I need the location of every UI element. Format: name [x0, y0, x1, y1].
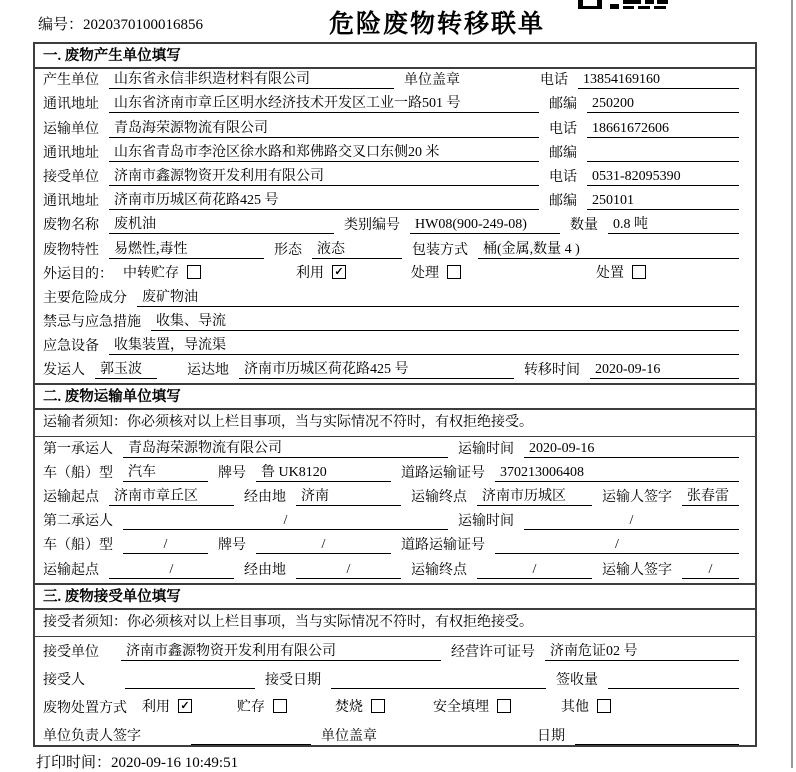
form-row [35, 214, 755, 238]
producer-address-value: 山东省济南市章丘区明水经济技术开发区工业一路501 号 [109, 92, 539, 113]
checkbox-empty-icon [447, 265, 461, 279]
purpose-treat-checkbox [411, 262, 461, 282]
second-vehicle-type-value: / [123, 537, 208, 554]
field-label: 电话 [540, 73, 568, 89]
first-carrier-value: 青岛海荣源物流有限公司 [123, 437, 448, 458]
checkbox-empty-icon [273, 699, 287, 713]
contraindications-value: 收集、导流 [151, 310, 739, 331]
disposal-landfill-checkbox [433, 696, 511, 716]
second-transport-via-value: / [296, 562, 401, 579]
form-row [35, 534, 755, 558]
form-row [35, 311, 755, 335]
field-label: 牌号 [218, 538, 246, 554]
section1-rows [35, 69, 755, 383]
plate-number-value: 鲁 UK8120 [256, 461, 391, 482]
purpose-utilize-checkbox [296, 262, 346, 282]
emergency-equipment-value: 收集装置，导流渠 [109, 334, 739, 355]
transporter-phone-value: 18661672606 [587, 121, 739, 138]
field-label: 日期 [537, 728, 565, 744]
form-row [35, 665, 755, 693]
print-time-label: 打印时间： [36, 755, 112, 771]
form-row [35, 437, 755, 461]
transport-origin-value: 济南市章丘区 [109, 485, 234, 506]
field-label: 外运目的： [43, 266, 113, 282]
field-label: 道路运输证号 [401, 465, 485, 481]
second-carrier-signature-value: / [682, 562, 739, 579]
form-row [35, 486, 755, 510]
checkbox-label: 利用 [296, 265, 324, 281]
second-carrier-value: / [123, 513, 448, 530]
purpose-dispose-checkbox [596, 262, 646, 282]
unit-stamp-label: 单位盖章 [404, 73, 460, 89]
checkbox-label: 焚烧 [335, 699, 363, 715]
form-row [35, 721, 755, 747]
form-row [35, 117, 755, 141]
field-label: 经由地 [244, 562, 286, 578]
document-number-label: 编号： [38, 17, 84, 33]
form-row [35, 637, 755, 665]
section1-title: 一. 废物产生单位填写 [35, 44, 755, 69]
accept-date-value [331, 672, 546, 689]
form-row [35, 359, 755, 383]
form-row [35, 287, 755, 311]
field-label: 接受人 [43, 672, 85, 688]
checkbox-label: 安全填埋 [433, 699, 489, 715]
field-label: 废物特性 [43, 242, 99, 258]
receiver-name-value: 济南市鑫源物资开发利用有限公司 [109, 165, 539, 186]
transport-destination-value: 济南市历城区 [477, 485, 592, 506]
document-number-value: 2020370100016856 [83, 17, 204, 33]
first-transport-date-value: 2020-09-16 [524, 441, 739, 458]
second-transport-date-value: / [524, 513, 739, 530]
field-label: 发运人 [43, 363, 85, 379]
print-time [36, 751, 238, 772]
checkbox-empty-icon [497, 699, 511, 713]
field-label: 运输人签字 [602, 490, 672, 505]
field-label: 主要危险成分 [43, 290, 127, 306]
carrier-signature-value: 张春雷 [682, 485, 739, 506]
page-title: 危险废物转移联单 [328, 11, 546, 38]
acceptor-value [125, 672, 255, 689]
accepting-unit-value: 济南市鑫源物资开发利用有限公司 [121, 640, 441, 661]
field-label: 单位负责人签字 [43, 728, 141, 744]
form-row [35, 693, 755, 721]
section3-note: 接受者须知：你必须核对以上栏目事项，当与实际情况不符时，有权拒绝接受。 [35, 610, 755, 637]
waste-characteristics-value: 易燃性,毒性 [109, 238, 264, 259]
field-label: 道路运输证号 [401, 538, 485, 554]
transport-via-value: 济南 [296, 485, 401, 506]
section3-title: 三. 废物接受单位填写 [35, 583, 755, 610]
producer-phone-value: 13854169160 [578, 72, 739, 89]
form-row [35, 335, 755, 359]
transporter-name-value: 青岛海荣源物流有限公司 [109, 117, 539, 138]
field-label: 数量 [570, 218, 598, 234]
checkbox-label: 贮存 [237, 699, 265, 715]
field-label: 产生单位 [43, 73, 99, 89]
checkbox-label: 其他 [561, 699, 589, 715]
field-label: 类别编号 [344, 218, 400, 234]
waste-name-value: 废机油 [109, 213, 334, 234]
field-label: 邮编 [549, 97, 577, 113]
field-label: 运输时间 [458, 514, 514, 530]
field-label: 接受单位 [43, 644, 99, 660]
field-label: 牌号 [218, 465, 246, 481]
form-row [35, 510, 755, 534]
checkbox-checked-icon: ✓ [178, 699, 192, 713]
disposal-other-checkbox [561, 696, 611, 716]
field-label: 电话 [549, 121, 577, 137]
second-road-transport-permit-value: / [495, 537, 739, 554]
field-label: 运输终点 [411, 562, 467, 578]
field-label: 应急设备 [43, 339, 99, 355]
field-label: 运输起点 [43, 490, 99, 505]
field-label: 运输时间 [458, 441, 514, 457]
print-time-value: 2020-09-16 10:49:51 [111, 755, 239, 771]
destination-value: 济南市历城区荷花路425 号 [239, 358, 514, 379]
page-edge-line [791, 0, 793, 768]
checkbox-empty-icon [597, 699, 611, 713]
field-label: 邮编 [549, 145, 577, 161]
waste-quantity-value: 0.8 吨 [608, 213, 739, 234]
vehicle-type-value: 汽车 [123, 461, 208, 482]
disposal-incinerate-checkbox [335, 696, 385, 716]
packaging-value: 桶(金属,数量 4 ) [478, 238, 739, 259]
checkbox-label: 处置 [596, 265, 624, 281]
field-label: 经由地 [244, 490, 286, 505]
disposal-storage-checkbox [237, 696, 287, 716]
form-row [35, 558, 755, 582]
field-label: 运输单位 [43, 121, 99, 137]
transporter-address-value: 山东省青岛市李沧区徐水路和郑佛路交叉口东侧20 米 [109, 141, 539, 162]
field-label: 禁忌与应急措施 [43, 315, 141, 331]
accept-stamp-date-value [575, 728, 739, 745]
producer-name-value: 山东省永信非织造材料有限公司 [109, 68, 394, 89]
field-label: 经营许可证号 [451, 644, 535, 660]
second-transport-destination-value: / [477, 562, 592, 579]
checkbox-label: 利用 [142, 699, 170, 715]
form-row [35, 462, 755, 486]
manifest-table [33, 42, 757, 747]
form-row [35, 93, 755, 117]
receiver-address-value: 济南市历城区荷花路425 号 [109, 189, 539, 210]
received-quantity-value [608, 672, 739, 689]
field-label: 接受日期 [265, 672, 321, 688]
consignor-value: 郭玉波 [95, 358, 157, 379]
field-label: 运输终点 [411, 490, 467, 505]
road-transport-permit-value: 370213006408 [495, 465, 739, 482]
field-label: 包装方式 [412, 242, 468, 258]
purpose-transfer-storage-checkbox [123, 262, 201, 282]
responsible-signature-value [191, 728, 311, 745]
unit-stamp-label: 单位盖章 [321, 728, 377, 744]
field-label: 第二承运人 [43, 514, 113, 530]
field-label: 运输人签字 [602, 562, 672, 578]
second-transport-origin-value: / [109, 562, 234, 579]
document-number [38, 13, 203, 34]
section3-rows [35, 637, 755, 747]
waste-form-value: 液态 [312, 238, 402, 259]
checkbox-empty-icon [371, 699, 385, 713]
checkbox-empty-icon [632, 265, 646, 279]
qr-code-partial-icon [578, 0, 668, 9]
checkbox-label: 中转贮存 [123, 265, 179, 281]
field-label: 第一承运人 [43, 441, 113, 457]
field-label: 接受单位 [43, 169, 99, 185]
second-plate-number-value: / [256, 537, 391, 554]
section2-rows [35, 437, 755, 582]
qr-finder-pattern [578, 0, 602, 9]
section2-note: 运输者须知：你必须核对以上栏目事项，当与实际情况不符时，有权拒绝接受。 [35, 410, 755, 437]
form-row [35, 190, 755, 214]
field-label: 通讯地址 [43, 145, 99, 161]
transfer-date-value: 2020-09-16 [590, 362, 739, 379]
form-row [35, 166, 755, 190]
field-label: 形态 [274, 242, 302, 258]
form-row [35, 238, 755, 262]
field-label: 邮编 [549, 194, 577, 210]
receiver-phone-value: 0531-82095390 [587, 169, 739, 186]
checkbox-label: 处理 [411, 265, 439, 281]
field-label: 通讯地址 [43, 194, 99, 210]
receiver-postcode-value: 250101 [587, 193, 739, 210]
checkbox-checked-icon: ✓ [332, 265, 346, 279]
hazardous-components-value: 废矿物油 [137, 286, 739, 307]
field-label: 签收量 [556, 672, 598, 688]
field-label: 转移时间 [524, 363, 580, 379]
field-label: 废物处置方式 [43, 700, 127, 716]
waste-category-code-value: HW08(900-249-08) [410, 217, 560, 234]
form-row [35, 142, 755, 166]
field-label: 通讯地址 [43, 97, 99, 113]
transporter-postcode-value [587, 145, 739, 162]
field-label: 废物名称 [43, 218, 99, 234]
field-label: 电话 [549, 169, 577, 185]
field-label: 运输起点 [43, 562, 99, 578]
checkbox-empty-icon [187, 265, 201, 279]
field-label: 车（船）型 [43, 538, 113, 554]
form-row [35, 69, 755, 93]
field-label: 运达地 [187, 363, 229, 379]
producer-postcode-value: 250200 [587, 96, 739, 113]
business-license-value: 济南危证02 号 [545, 640, 739, 661]
section2-title: 二. 废物运输单位填写 [35, 383, 755, 410]
disposal-utilize-checkbox [142, 696, 192, 716]
field-label: 车（船）型 [43, 465, 113, 481]
form-row [35, 263, 755, 287]
